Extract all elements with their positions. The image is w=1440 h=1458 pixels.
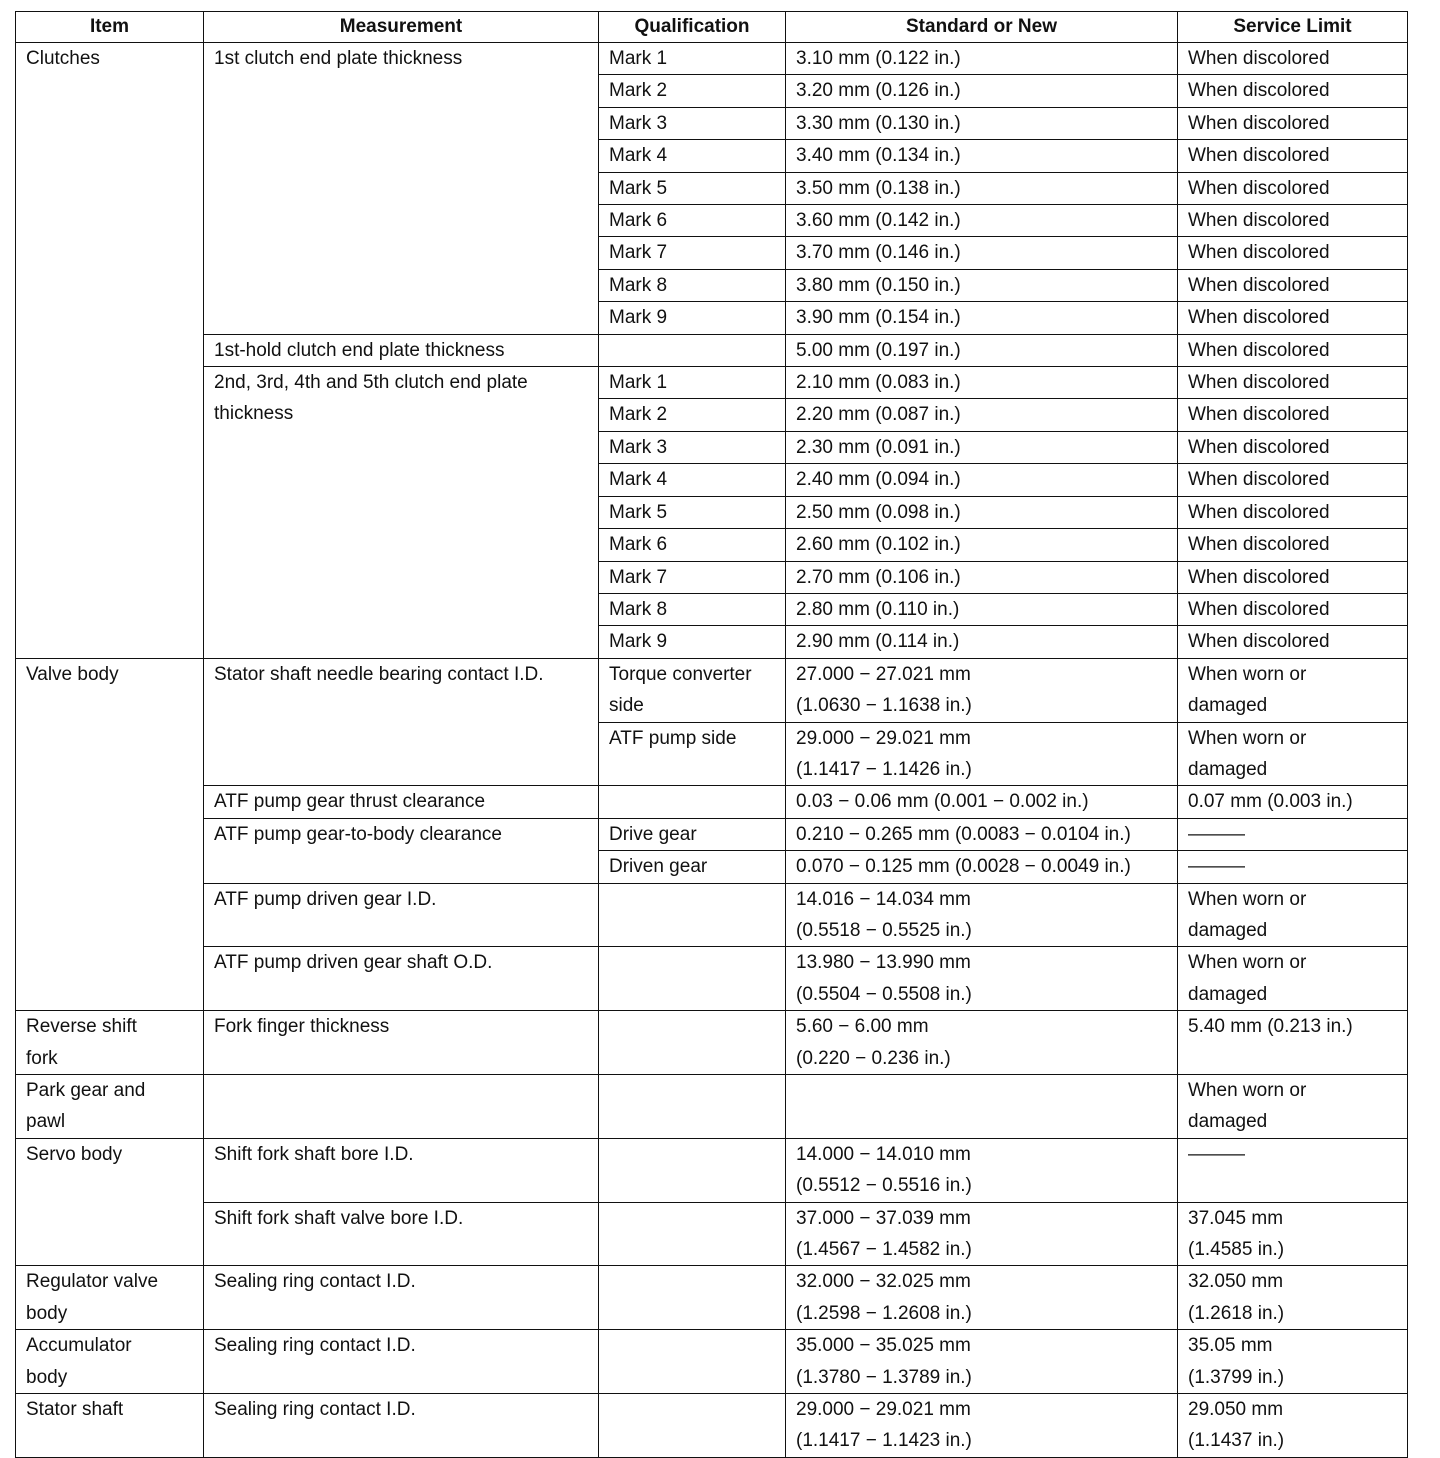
service-limit-cell bbox=[1178, 172, 1408, 204]
table-row bbox=[16, 1202, 1408, 1266]
item-cell bbox=[16, 1011, 204, 1075]
qualification-cell bbox=[599, 302, 786, 334]
service-limit-cell bbox=[1178, 626, 1408, 658]
standard-cell bbox=[786, 1138, 1178, 1202]
table-row bbox=[16, 1011, 1408, 1075]
service-limit-cell-line: When discolored bbox=[1188, 339, 1330, 361]
standard-cell-line: (1.0630 − 1.1638 in.) bbox=[796, 695, 972, 717]
service-limit-cell-line: When worn or bbox=[1188, 663, 1307, 685]
standard-cell-line: 2.50 mm (0.098 in.) bbox=[796, 501, 961, 523]
table-row bbox=[16, 1266, 1408, 1330]
service-limit-cell-line: When discolored bbox=[1188, 242, 1330, 264]
service-limit-cell bbox=[1178, 140, 1408, 172]
service-limit-cell-line: damaged bbox=[1188, 983, 1268, 1005]
service-limit-cell bbox=[1178, 431, 1408, 463]
standard-cell bbox=[786, 1330, 1178, 1394]
service-limit-cell-line: damaged bbox=[1188, 758, 1268, 780]
standard-cell-line: 2.80 mm (0.110 in.) bbox=[796, 598, 960, 620]
qualification-cell bbox=[599, 786, 786, 818]
service-limit-cell-line: 5.40 mm (0.213 in.) bbox=[1188, 1016, 1353, 1038]
qualification-cell bbox=[599, 1138, 786, 1202]
measurement-cell-line: Shift fork shaft bore I.D. bbox=[214, 1143, 414, 1165]
standard-cell-line: 0.210 − 0.265 mm (0.0083 − 0.0104 in.) bbox=[796, 823, 1131, 845]
measurement-cell bbox=[204, 1075, 599, 1139]
item-cell-line: Clutches bbox=[26, 48, 100, 69]
measurement-cell bbox=[204, 1138, 599, 1202]
service-limit-cell-line: When worn or bbox=[1188, 727, 1307, 749]
measurement-cell bbox=[204, 1394, 599, 1458]
standard-cell-line: 2.30 mm (0.091 in.) bbox=[796, 436, 961, 458]
table-row bbox=[16, 947, 1408, 1011]
qualification-cell bbox=[599, 43, 786, 75]
table-row bbox=[16, 658, 1408, 722]
standard-cell-line: 5.00 mm (0.197 in.) bbox=[796, 339, 961, 361]
standard-cell-line: 0.070 − 0.125 mm (0.0028 − 0.0049 in.) bbox=[796, 856, 1131, 878]
table-row bbox=[16, 1075, 1408, 1139]
standard-cell-line: 37.000 − 37.039 mm bbox=[796, 1207, 971, 1229]
standard-cell-line: 3.70 mm (0.146 in.) bbox=[796, 242, 961, 264]
standard-cell-line: 2.60 mm (0.102 in.) bbox=[796, 534, 961, 556]
service-limit-cell-line: When discolored bbox=[1188, 177, 1330, 199]
service-limit-cell bbox=[1178, 464, 1408, 496]
qualification-cell-line: Mark 7 bbox=[609, 242, 668, 264]
standard-cell bbox=[786, 172, 1178, 204]
measurement-cell-line: 1st-hold clutch end plate thickness bbox=[214, 339, 505, 361]
service-limit-cell-line: 29.050 mm bbox=[1188, 1399, 1284, 1421]
service-limit-cell-line: When worn or bbox=[1188, 888, 1307, 910]
service-limit-cell-line: damaged bbox=[1188, 695, 1268, 717]
qualification-cell bbox=[599, 496, 786, 528]
measurement-cell bbox=[204, 947, 599, 1011]
qualification-cell-line: Mark 4 bbox=[609, 145, 668, 167]
service-limit-cell-line: When discolored bbox=[1188, 145, 1330, 167]
standard-cell-line: 3.40 mm (0.134 in.) bbox=[796, 145, 961, 167]
qualification-cell bbox=[599, 561, 786, 593]
measurement-cell bbox=[204, 43, 599, 335]
header-qualification: Qualification bbox=[599, 12, 786, 43]
service-limit-cell-line: When discolored bbox=[1188, 631, 1330, 653]
standard-cell-line: 2.70 mm (0.106 in.) bbox=[796, 566, 961, 588]
service-limit-cell-line: When discolored bbox=[1188, 436, 1330, 458]
item-cell bbox=[16, 1330, 204, 1394]
qualification-cell bbox=[599, 140, 786, 172]
measurement-cell-line: thickness bbox=[214, 403, 294, 425]
measurement-cell bbox=[204, 1011, 599, 1075]
item-cell-line: Accumulator bbox=[26, 1335, 132, 1357]
service-limit-cell-line: (1.2618 in.) bbox=[1188, 1302, 1285, 1324]
standard-cell bbox=[786, 561, 1178, 593]
service-limit-cell-line: ——— bbox=[1188, 1143, 1245, 1165]
qualification-cell-line: Mark 4 bbox=[609, 469, 668, 491]
measurement-cell-line: Stator shaft needle bearing contact I.D. bbox=[214, 663, 544, 685]
header-standard: Standard or New bbox=[786, 12, 1178, 43]
item-cell-line: body bbox=[26, 1302, 68, 1324]
table-row bbox=[16, 1394, 1408, 1458]
table-row bbox=[16, 786, 1408, 818]
standard-cell bbox=[786, 205, 1178, 237]
measurement-cell bbox=[204, 786, 599, 818]
qualification-cell bbox=[599, 464, 786, 496]
standard-cell-line: (0.220 − 0.236 in.) bbox=[796, 1047, 951, 1069]
measurement-cell-line: ATF pump gear thrust clearance bbox=[214, 791, 486, 813]
qualification-cell bbox=[599, 818, 786, 850]
service-limit-cell-line: When discolored bbox=[1188, 210, 1330, 232]
service-limit-cell-line: (1.3799 in.) bbox=[1188, 1366, 1285, 1388]
qualification-cell-line: Mark 1 bbox=[609, 48, 668, 69]
qualification-cell bbox=[599, 593, 786, 625]
qualification-cell bbox=[599, 1266, 786, 1330]
service-limit-cell bbox=[1178, 334, 1408, 366]
service-limit-cell bbox=[1178, 1138, 1408, 1202]
standard-cell bbox=[786, 1394, 1178, 1458]
standard-cell bbox=[786, 367, 1178, 399]
qualification-cell bbox=[599, 205, 786, 237]
standard-cell bbox=[786, 722, 1178, 786]
standard-cell bbox=[786, 269, 1178, 301]
service-limit-cell bbox=[1178, 496, 1408, 528]
standard-cell bbox=[786, 302, 1178, 334]
qualification-cell-line: Mark 8 bbox=[609, 274, 668, 296]
measurement-cell bbox=[204, 334, 599, 366]
standard-cell-line: 3.90 mm (0.154 in.) bbox=[796, 307, 961, 329]
service-limit-cell bbox=[1178, 658, 1408, 722]
service-limit-cell bbox=[1178, 302, 1408, 334]
qualification-cell-line: Mark 8 bbox=[609, 598, 668, 620]
measurement-cell-line: 1st clutch end plate thickness bbox=[214, 48, 463, 69]
qualification-cell-line: Mark 9 bbox=[609, 631, 668, 653]
service-limit-cell-line: When discolored bbox=[1188, 469, 1330, 491]
qualification-cell-line: side bbox=[609, 695, 644, 717]
service-limit-cell-line: damaged bbox=[1188, 919, 1268, 941]
standard-cell-line: 2.40 mm (0.094 in.) bbox=[796, 469, 961, 491]
standard-cell-line: 3.20 mm (0.126 in.) bbox=[796, 80, 961, 102]
service-limit-cell bbox=[1178, 205, 1408, 237]
service-limit-cell bbox=[1178, 1266, 1408, 1330]
qualification-cell bbox=[599, 1330, 786, 1394]
standard-cell bbox=[786, 851, 1178, 883]
service-limit-cell bbox=[1178, 786, 1408, 818]
standard-cell bbox=[786, 1202, 1178, 1266]
standard-cell-line: 32.000 − 32.025 mm bbox=[796, 1271, 971, 1293]
measurement-cell bbox=[204, 658, 599, 786]
service-limit-cell bbox=[1178, 237, 1408, 269]
service-limit-cell-line: When discolored bbox=[1188, 534, 1330, 556]
measurement-cell-line: ATF pump gear-to-body clearance bbox=[214, 823, 502, 845]
standard-cell-line: 5.60 − 6.00 mm bbox=[796, 1016, 929, 1038]
item-cell-line: Servo body bbox=[26, 1143, 123, 1165]
qualification-cell bbox=[599, 1011, 786, 1075]
qualification-cell bbox=[599, 334, 786, 366]
item-cell-line: body bbox=[26, 1366, 68, 1388]
standard-cell-line: 3.60 mm (0.142 in.) bbox=[796, 210, 961, 232]
service-limit-cell bbox=[1178, 367, 1408, 399]
qualification-cell bbox=[599, 75, 786, 107]
standard-cell-line: 0.03 − 0.06 mm (0.001 − 0.002 in.) bbox=[796, 791, 1089, 813]
service-spec-table bbox=[15, 11, 1408, 1458]
item-cell-line: Reverse shift bbox=[26, 1016, 137, 1038]
service-limit-cell-line: 35.05 mm bbox=[1188, 1335, 1273, 1357]
service-limit-cell-line: When discolored bbox=[1188, 307, 1330, 329]
item-cell-line: Park gear and bbox=[26, 1080, 146, 1101]
standard-cell bbox=[786, 107, 1178, 139]
measurement-cell-line: ATF pump driven gear shaft O.D. bbox=[214, 952, 493, 974]
qualification-cell bbox=[599, 883, 786, 947]
item-cell-line: Regulator valve bbox=[26, 1271, 159, 1293]
qualification-cell-line: Mark 5 bbox=[609, 177, 668, 199]
measurement-cell bbox=[204, 1330, 599, 1394]
qualification-cell-line: Mark 3 bbox=[609, 436, 668, 458]
standard-cell-line: 14.000 − 14.010 mm bbox=[796, 1143, 971, 1165]
service-limit-cell-line: When discolored bbox=[1188, 598, 1330, 620]
header-item: Item bbox=[16, 12, 204, 43]
item-cell-line: Valve body bbox=[26, 663, 119, 685]
standard-cell-line: 2.10 mm (0.083 in.) bbox=[796, 372, 961, 394]
standard-cell-line: (1.1417 − 1.1426 in.) bbox=[796, 758, 972, 780]
standard-cell bbox=[786, 883, 1178, 947]
item-cell-line: pawl bbox=[26, 1111, 66, 1133]
standard-cell bbox=[786, 1075, 1178, 1139]
standard-cell-line: 13.980 − 13.990 mm bbox=[796, 952, 971, 974]
service-limit-cell-line: ——— bbox=[1188, 856, 1245, 878]
service-limit-cell bbox=[1178, 1202, 1408, 1266]
standard-cell-line: 27.000 − 27.021 mm bbox=[796, 663, 971, 685]
measurement-cell-line: Sealing ring contact I.D. bbox=[214, 1399, 416, 1421]
header-service-limit: Service Limit bbox=[1178, 12, 1408, 43]
qualification-cell-line: Drive gear bbox=[609, 823, 697, 845]
standard-cell bbox=[786, 593, 1178, 625]
qualification-cell bbox=[599, 172, 786, 204]
standard-cell bbox=[786, 947, 1178, 1011]
standard-cell bbox=[786, 496, 1178, 528]
standard-cell-line: (0.5512 − 0.5516 in.) bbox=[796, 1175, 972, 1197]
service-limit-cell-line: 37.045 mm bbox=[1188, 1207, 1284, 1229]
standard-cell bbox=[786, 334, 1178, 366]
table-row bbox=[16, 1330, 1408, 1394]
service-limit-cell bbox=[1178, 1011, 1408, 1075]
standard-cell-line: 3.80 mm (0.150 in.) bbox=[796, 274, 961, 296]
standard-cell-line: 2.20 mm (0.087 in.) bbox=[796, 404, 961, 426]
qualification-cell bbox=[599, 107, 786, 139]
qualification-cell bbox=[599, 1202, 786, 1266]
standard-cell bbox=[786, 464, 1178, 496]
standard-cell bbox=[786, 399, 1178, 431]
standard-cell bbox=[786, 431, 1178, 463]
standard-cell bbox=[786, 658, 1178, 722]
service-limit-cell bbox=[1178, 1330, 1408, 1394]
service-limit-cell-line: (1.4585 in.) bbox=[1188, 1239, 1285, 1261]
measurement-cell bbox=[204, 818, 599, 883]
standard-cell bbox=[786, 1266, 1178, 1330]
service-limit-cell-line: damaged bbox=[1188, 1111, 1268, 1133]
qualification-cell bbox=[599, 722, 786, 786]
measurement-cell-line: ATF pump driven gear I.D. bbox=[214, 888, 437, 910]
standard-cell-line: 29.000 − 29.021 mm bbox=[796, 1399, 971, 1421]
service-limit-cell-line: When discolored bbox=[1188, 274, 1330, 296]
service-limit-cell bbox=[1178, 722, 1408, 786]
standard-cell-line: (0.5504 − 0.5508 in.) bbox=[796, 983, 972, 1005]
qualification-cell bbox=[599, 1394, 786, 1458]
service-limit-cell-line: When discolored bbox=[1188, 501, 1330, 523]
standard-cell-line: 3.10 mm (0.122 in.) bbox=[796, 48, 961, 69]
table-row bbox=[16, 43, 1408, 75]
service-limit-cell bbox=[1178, 561, 1408, 593]
qualification-cell-line: Mark 6 bbox=[609, 210, 668, 232]
standard-cell bbox=[786, 529, 1178, 561]
qualification-cell-line: Mark 7 bbox=[609, 566, 668, 588]
service-limit-cell bbox=[1178, 43, 1408, 75]
table-row bbox=[16, 1138, 1408, 1202]
qualification-cell bbox=[599, 1075, 786, 1139]
service-limit-cell-line: (1.1437 in.) bbox=[1188, 1430, 1285, 1452]
table-row bbox=[16, 367, 1408, 399]
service-limit-cell bbox=[1178, 818, 1408, 850]
standard-cell-line: (1.2598 − 1.2608 in.) bbox=[796, 1302, 972, 1324]
service-limit-cell-line: When discolored bbox=[1188, 80, 1330, 102]
standard-cell-line: 14.016 − 14.034 mm bbox=[796, 888, 971, 910]
item-cell bbox=[16, 1266, 204, 1330]
service-limit-cell-line: When discolored bbox=[1188, 48, 1330, 69]
qualification-cell bbox=[599, 851, 786, 883]
service-limit-cell-line: ——— bbox=[1188, 823, 1245, 845]
header-measurement: Measurement bbox=[204, 12, 599, 43]
qualification-cell-line: Driven gear bbox=[609, 856, 708, 878]
standard-cell bbox=[786, 818, 1178, 850]
standard-cell-line: 3.30 mm (0.130 in.) bbox=[796, 112, 961, 134]
standard-cell bbox=[786, 786, 1178, 818]
service-limit-cell bbox=[1178, 107, 1408, 139]
service-limit-cell bbox=[1178, 399, 1408, 431]
measurement-cell bbox=[204, 883, 599, 947]
service-limit-cell-line: When worn or bbox=[1188, 952, 1307, 974]
standard-cell bbox=[786, 626, 1178, 658]
measurement-cell-line: Shift fork shaft valve bore I.D. bbox=[214, 1207, 464, 1229]
measurement-cell-line: 2nd, 3rd, 4th and 5th clutch end plate bbox=[214, 372, 528, 394]
standard-cell bbox=[786, 237, 1178, 269]
service-limit-cell-line: When discolored bbox=[1188, 404, 1330, 426]
qualification-cell bbox=[599, 431, 786, 463]
service-limit-cell bbox=[1178, 851, 1408, 883]
header-row bbox=[16, 12, 1408, 43]
service-limit-cell-line: When discolored bbox=[1188, 372, 1330, 394]
standard-cell-line: 29.000 − 29.021 mm bbox=[796, 727, 971, 749]
qualification-cell-line: ATF pump side bbox=[609, 727, 737, 749]
measurement-cell-line: Fork finger thickness bbox=[214, 1016, 390, 1038]
standard-cell-line: 2.90 mm (0.114 in.) bbox=[796, 631, 960, 653]
standard-cell bbox=[786, 75, 1178, 107]
service-limit-cell-line: When discolored bbox=[1188, 566, 1330, 588]
standard-cell-line: 3.50 mm (0.138 in.) bbox=[796, 177, 961, 199]
item-cell bbox=[16, 43, 204, 659]
standard-cell-line: (1.1417 − 1.1423 in.) bbox=[796, 1430, 972, 1452]
item-cell bbox=[16, 1138, 204, 1266]
standard-cell-line: (0.5518 − 0.5525 in.) bbox=[796, 919, 972, 941]
qualification-cell-line: Mark 9 bbox=[609, 307, 668, 329]
measurement-cell-line: Sealing ring contact I.D. bbox=[214, 1335, 416, 1357]
table-row bbox=[16, 883, 1408, 947]
qualification-cell-line: Mark 5 bbox=[609, 501, 668, 523]
service-limit-cell-line: 0.07 mm (0.003 in.) bbox=[1188, 791, 1353, 813]
table-body bbox=[16, 43, 1408, 1458]
standard-cell-line: 35.000 − 35.025 mm bbox=[796, 1335, 971, 1357]
standard-cell-line: (1.4567 − 1.4582 in.) bbox=[796, 1239, 972, 1261]
service-limit-cell bbox=[1178, 1075, 1408, 1139]
measurement-cell bbox=[204, 1202, 599, 1266]
qualification-cell-line: Mark 6 bbox=[609, 534, 668, 556]
qualification-cell bbox=[599, 399, 786, 431]
service-limit-cell-line: When worn or bbox=[1188, 1080, 1307, 1101]
qualification-cell bbox=[599, 626, 786, 658]
service-limit-cell bbox=[1178, 529, 1408, 561]
qualification-cell-line: Mark 2 bbox=[609, 80, 668, 102]
qualification-cell-line: Mark 2 bbox=[609, 404, 668, 426]
item-cell bbox=[16, 1075, 204, 1139]
qualification-cell bbox=[599, 658, 786, 722]
table-row bbox=[16, 818, 1408, 850]
service-limit-cell bbox=[1178, 1394, 1408, 1458]
item-cell bbox=[16, 1394, 204, 1458]
service-limit-cell bbox=[1178, 75, 1408, 107]
service-limit-cell bbox=[1178, 883, 1408, 947]
standard-cell bbox=[786, 43, 1178, 75]
qualification-cell bbox=[599, 947, 786, 1011]
item-cell-line: Stator shaft bbox=[26, 1399, 124, 1421]
qualification-cell bbox=[599, 269, 786, 301]
service-limit-cell-line: When discolored bbox=[1188, 112, 1330, 134]
qualification-cell bbox=[599, 529, 786, 561]
standard-cell bbox=[786, 140, 1178, 172]
service-limit-cell-line: 32.050 mm bbox=[1188, 1271, 1284, 1293]
measurement-cell bbox=[204, 1266, 599, 1330]
qualification-cell bbox=[599, 237, 786, 269]
standard-cell bbox=[786, 1011, 1178, 1075]
service-limit-cell bbox=[1178, 269, 1408, 301]
standard-cell-line: (1.3780 − 1.3789 in.) bbox=[796, 1366, 972, 1388]
item-cell bbox=[16, 658, 204, 1010]
measurement-cell-line: Sealing ring contact I.D. bbox=[214, 1271, 416, 1293]
measurement-cell bbox=[204, 367, 599, 659]
table-row bbox=[16, 334, 1408, 366]
qualification-cell bbox=[599, 367, 786, 399]
service-limit-cell bbox=[1178, 593, 1408, 625]
qualification-cell-line: Mark 3 bbox=[609, 112, 668, 134]
item-cell-line: fork bbox=[26, 1047, 58, 1069]
qualification-cell-line: Mark 1 bbox=[609, 372, 668, 394]
qualification-cell-line: Torque converter bbox=[609, 663, 752, 685]
service-limit-cell bbox=[1178, 947, 1408, 1011]
